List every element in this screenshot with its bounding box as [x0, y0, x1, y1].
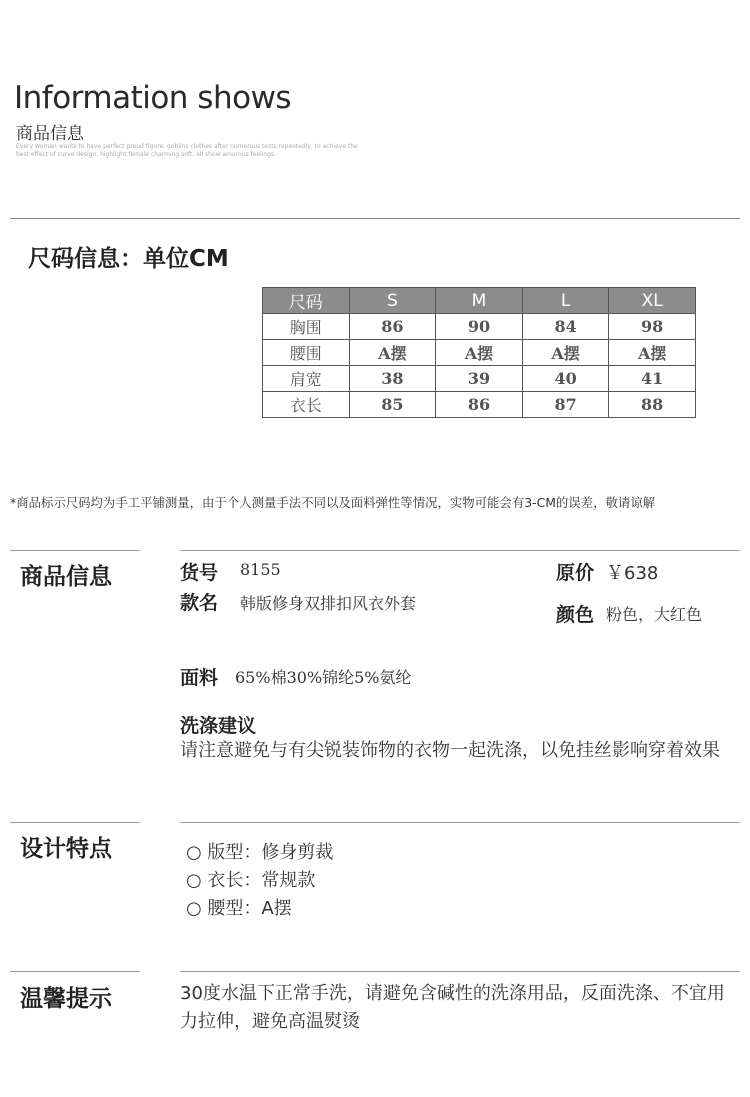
row-label: 腰围 [263, 340, 350, 366]
col-header: 尺码 [263, 288, 350, 314]
style-label: 款名 [180, 592, 219, 614]
design-title: 设计特点 [20, 836, 112, 862]
design-item: ○ 衣长：常规款 [186, 870, 316, 891]
col-header: L [522, 288, 609, 314]
table-cell: 39 [436, 366, 523, 392]
table-cell: 40 [522, 366, 609, 392]
price-label: 原价 [556, 562, 595, 584]
color-label: 颜色 [556, 604, 595, 626]
row-label: 肩宽 [263, 366, 350, 392]
table-cell: 98 [609, 314, 696, 340]
table-cell: A摆 [349, 340, 436, 366]
tips-text: 30度水温下正常手洗，请避免含碱性的洗涤用品，反面洗涤、不宜用力拉伸，避免高温熨烫 [180, 983, 725, 1032]
size-table-header [263, 288, 696, 314]
col-header: M [436, 288, 523, 314]
item-no-label: 货号 [180, 562, 219, 584]
table-cell: 88 [609, 392, 696, 418]
section-divider-right [180, 971, 740, 972]
size-heading: 尺码信息：单位CM [28, 246, 229, 272]
tagline-line-1: Every woman wants to have perfect proud figure, goblins clothes after numerous tests repeatedly, to achieve the [16, 143, 358, 150]
section-divider-right [180, 550, 740, 551]
tips-title: 温馨提示 [20, 986, 112, 1012]
row-label: 衣长 [263, 392, 350, 418]
section-divider-left [10, 550, 140, 551]
table-row [263, 314, 696, 340]
table-cell: A摆 [609, 340, 696, 366]
fabric-value: 65%棉30%锦纶5%氨纶 [235, 668, 412, 687]
table-cell: 87 [522, 392, 609, 418]
price-value: ￥638 [606, 563, 659, 584]
table-cell: 85 [349, 392, 436, 418]
style-value: 韩版修身双排扣风衣外套 [240, 594, 417, 613]
table-cell: 38 [349, 366, 436, 392]
section-divider-left [10, 822, 140, 823]
table-row [263, 340, 696, 366]
table-cell: A摆 [436, 340, 523, 366]
design-item: ○ 版型：修身剪裁 [186, 842, 334, 863]
table-cell: 84 [522, 314, 609, 340]
table-cell: 90 [436, 314, 523, 340]
table-cell: 86 [349, 314, 436, 340]
wash-text: 请注意避免与有尖锐装饰物的衣物一起洗涤，以免挂丝影响穿着效果 [180, 740, 720, 761]
page-title: Information shows [14, 80, 292, 116]
header-divider [10, 218, 740, 219]
table-cell: 86 [436, 392, 523, 418]
table-row [263, 366, 696, 392]
color-value: 粉色，大红色 [606, 605, 703, 624]
table-cell: A摆 [522, 340, 609, 366]
measurement-note: *商品标示尺码均为手工平铺测量，由于个人测量手法不同以及面料弹性等情况，实物可能会有3-CM的误差，敬请谅解 [10, 495, 656, 510]
section-divider-left [10, 971, 140, 972]
size-table [262, 287, 696, 418]
section-divider-right [180, 822, 740, 823]
item-no-value: 8155 [240, 560, 281, 579]
page-subtitle: 商品信息 [16, 124, 84, 144]
fabric-label: 面料 [180, 667, 219, 689]
table-cell: 41 [609, 366, 696, 392]
product-info-title: 商品信息 [20, 564, 112, 590]
design-item: ○ 腰型：A摆 [186, 898, 292, 919]
table-row [263, 392, 696, 418]
row-label: 胸围 [263, 314, 350, 340]
col-header: XL [609, 288, 696, 314]
wash-label: 洗涤建议 [180, 715, 257, 737]
tagline-line-2: best effect of curve design, highlight female charming soft, all show amorous feelings. [16, 151, 276, 158]
col-header: S [349, 288, 436, 314]
